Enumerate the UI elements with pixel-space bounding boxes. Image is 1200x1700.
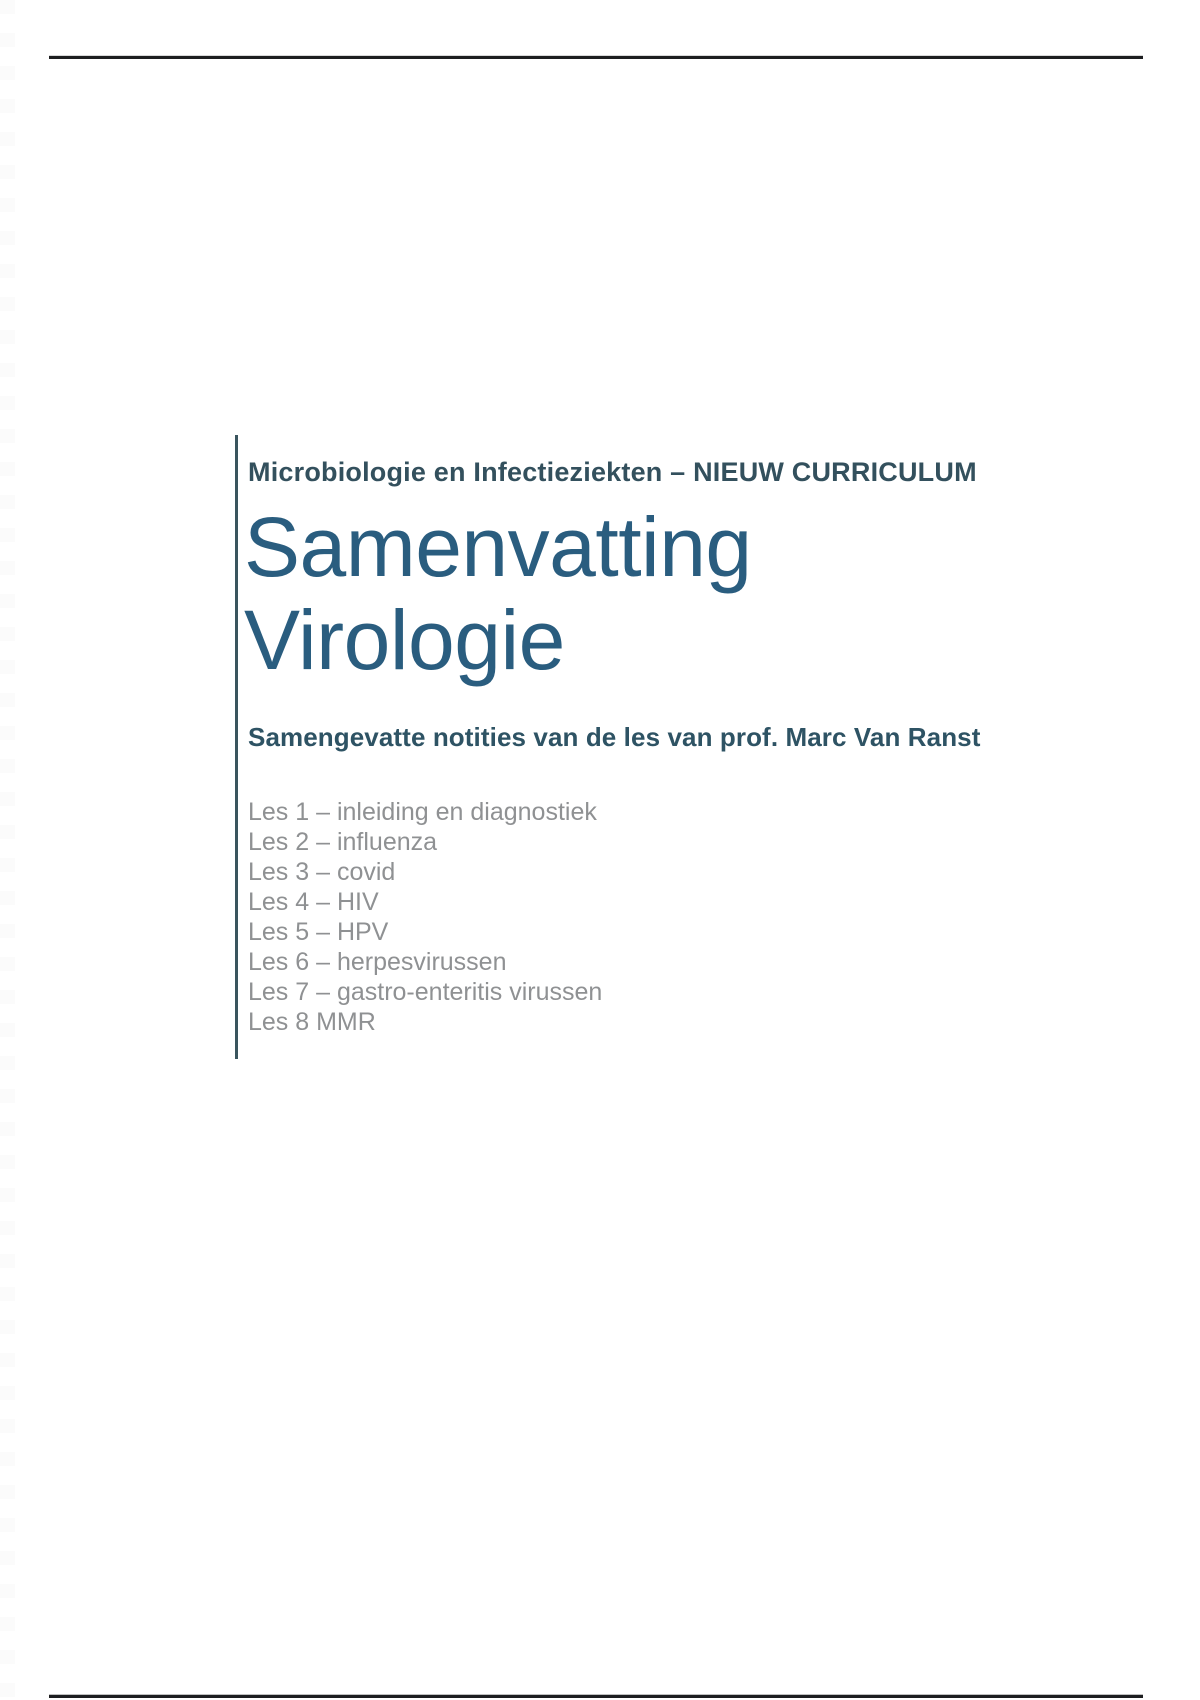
top-rule — [49, 56, 1143, 59]
lesson-item: Les 4 – HIV — [248, 888, 379, 916]
lesson-item: Les 7 – gastro-enteritis virussen — [248, 978, 603, 1006]
document-subtitle: Samengevatte notities van de les van prof. Marc Van Ranst — [248, 722, 981, 752]
lesson-item: Les 5 – HPV — [248, 918, 389, 946]
accent-bar — [235, 435, 238, 1059]
lesson-list — [248, 797, 602, 1037]
bottom-rule — [49, 1695, 1143, 1698]
lesson-item: Les 8 MMR — [248, 1008, 376, 1036]
lesson-item: Les 2 – influenza — [248, 828, 438, 856]
scan-artifact-column — [0, 0, 15, 1700]
document-title: Samenvatting Virologie — [244, 500, 752, 687]
course-eyebrow: Microbiologie en Infectieziekten – NIEUW CURRICULUM — [248, 457, 977, 487]
lesson-item: Les 3 – covid — [248, 858, 396, 886]
lesson-item: Les 1 – inleiding en diagnostiek — [248, 798, 597, 826]
lesson-item: Les 6 – herpesvirussen — [248, 948, 507, 976]
